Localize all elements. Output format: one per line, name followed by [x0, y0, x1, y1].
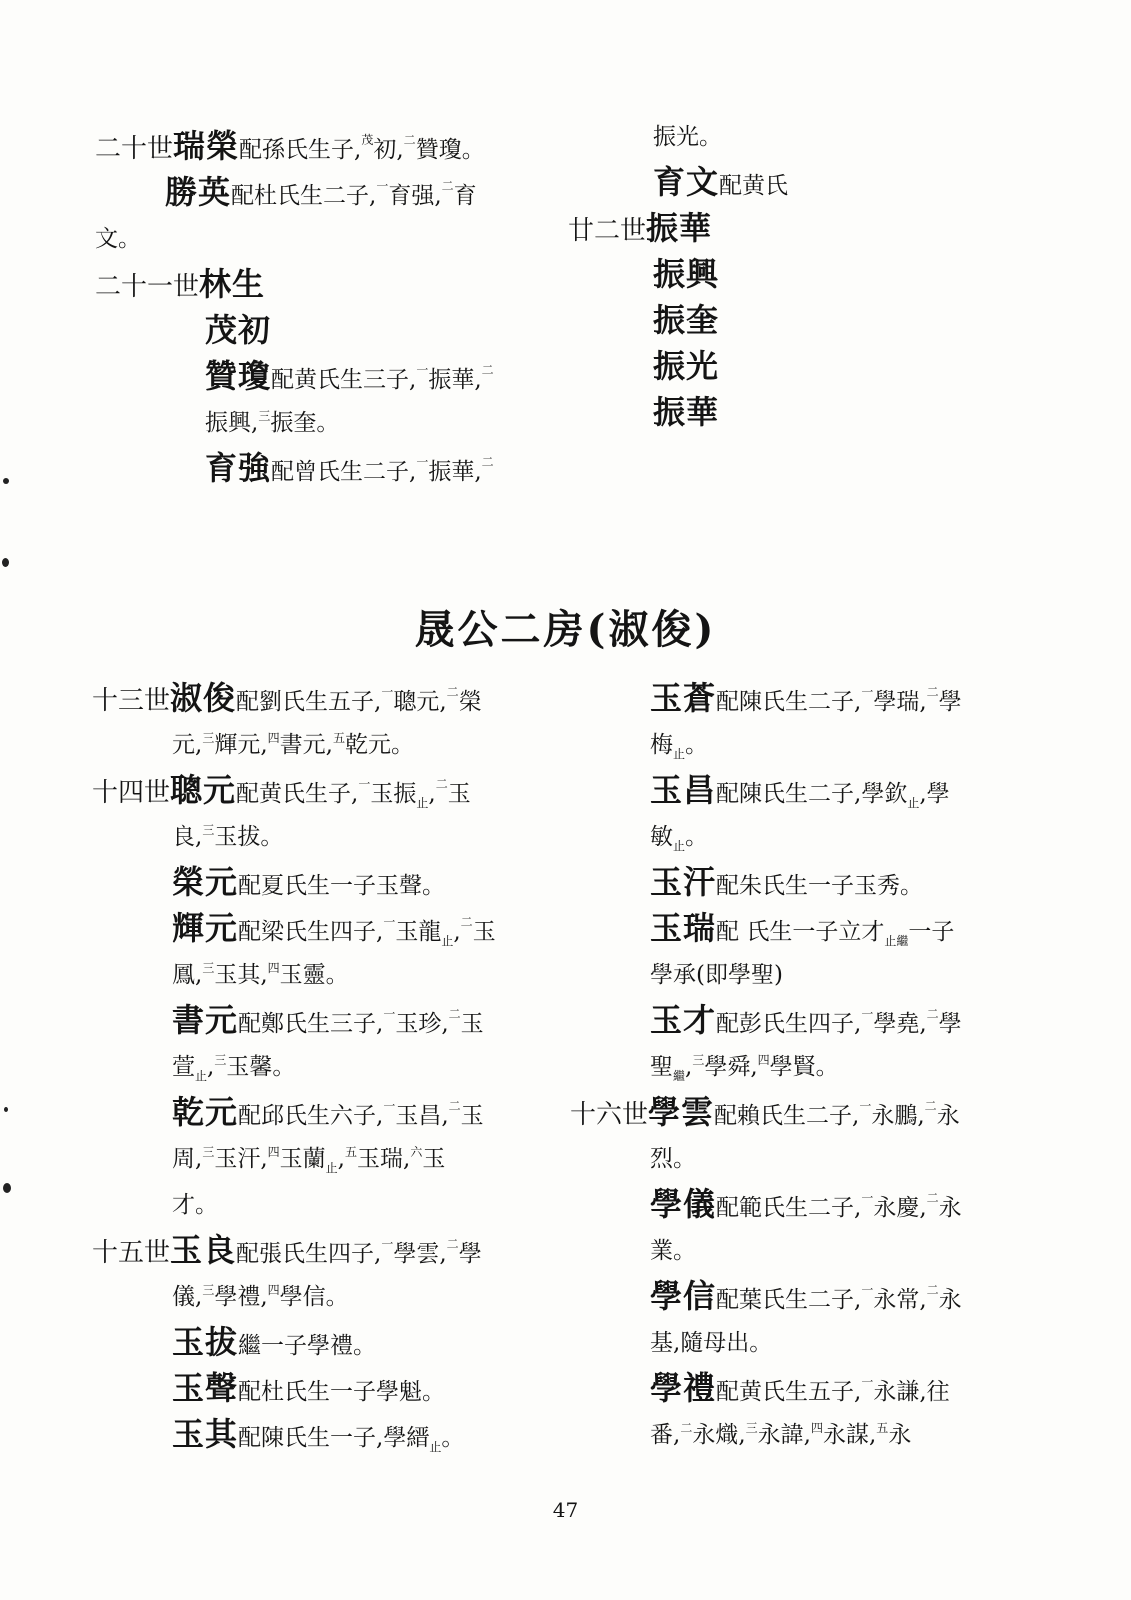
entry-text: 配黄氏 — [719, 173, 789, 199]
child-name: 玉靈。 — [279, 962, 349, 988]
ordinal-mark: 一 — [383, 1099, 396, 1113]
child-name: 永 — [888, 1422, 912, 1448]
child-name: 學賢。 — [769, 1054, 839, 1080]
child-name: 永謙,往 — [873, 1379, 950, 1405]
entry-line — [568, 251, 1038, 297]
entry-text: 振興, — [205, 410, 259, 436]
ordinal-mark: 三 — [692, 1053, 705, 1067]
ordinal-mark: 一 — [861, 685, 874, 699]
entry-line — [570, 859, 1040, 905]
scan-speck — [2, 558, 9, 567]
ordinal-mark: 四 — [267, 1145, 280, 1159]
entry-text: 配邱氏生六子, — [238, 1103, 384, 1129]
ordinal-mark: 一 — [383, 915, 396, 929]
entry-line — [570, 813, 1040, 859]
entry-text: 烈。 — [650, 1146, 696, 1172]
person-name: 學信 — [650, 1277, 717, 1315]
entry-line — [92, 859, 562, 905]
entry-text: 配夏氏生一子玉聲。 — [238, 873, 446, 899]
entry-line — [570, 1135, 1040, 1181]
child-name: 玉瑞, — [357, 1146, 411, 1172]
child-name: 學瑞, — [873, 689, 927, 715]
child-name: 振奎。 — [270, 410, 340, 436]
entry-line — [568, 159, 1038, 205]
ordinal-mark: 一 — [861, 1191, 874, 1205]
generation-label: 十六世 — [570, 1100, 649, 1130]
entry-text: 萱 — [172, 1054, 195, 1080]
ordinal-mark: 五 — [344, 1145, 357, 1159]
ordinal-mark: 三 — [202, 823, 215, 837]
child-name: 振華, — [428, 459, 482, 485]
child-name: 永慶, — [873, 1195, 927, 1221]
entry-line — [568, 205, 1038, 251]
entry-line — [92, 951, 562, 997]
child-name: 玉珍, — [395, 1011, 449, 1037]
entry-line — [570, 1319, 1040, 1365]
entry-line — [92, 675, 562, 721]
entry-line — [92, 813, 562, 859]
ordinal-mark: 一 — [381, 1237, 394, 1251]
entry-line — [92, 1411, 562, 1457]
entry-line — [95, 445, 565, 491]
child-name: 乾元。 — [344, 732, 414, 758]
child-name: 永常, — [873, 1287, 927, 1313]
person-name: 學雲 — [648, 1093, 715, 1131]
child-name: ,學 — [919, 781, 950, 807]
ordinal-mark: 二 — [481, 363, 494, 377]
entry-line — [92, 1227, 562, 1273]
child-name: 育 — [453, 183, 477, 209]
child-name: 學禮, — [214, 1284, 268, 1310]
entry-text: 配 氏生一子立才 — [716, 919, 885, 945]
ordinal-mark: 一 — [381, 685, 394, 699]
ordinal-mark: 五 — [876, 1421, 889, 1435]
page-number: 47 — [552, 1498, 579, 1522]
entry-line — [95, 307, 565, 353]
ordinal-mark: 二 — [446, 685, 459, 699]
ordinal-mark: 二 — [926, 1283, 939, 1297]
person-name: 振光 — [653, 347, 720, 385]
ordinal-mark: 四 — [267, 731, 280, 745]
entry-line — [570, 1273, 1040, 1319]
entry-text: 配杜氏生二子, — [231, 183, 377, 209]
entry-line — [570, 1411, 1040, 1457]
entry-line — [92, 905, 562, 951]
entry-line — [570, 675, 1040, 721]
terminal-mark: 止 — [673, 747, 686, 761]
entry-line — [95, 123, 565, 169]
person-name: 振興 — [653, 255, 720, 293]
scan-speck — [4, 1107, 8, 1112]
ordinal-mark: 三 — [202, 1145, 215, 1159]
ordinal-mark: 三 — [202, 961, 215, 975]
entry-line — [92, 1135, 562, 1181]
entry-line — [570, 951, 1040, 997]
person-name: 玉良 — [170, 1231, 237, 1269]
top-right-column — [568, 113, 1038, 435]
child-name: 書元, — [279, 732, 333, 758]
entry-line — [92, 1319, 562, 1365]
ordinal-mark: 二 — [924, 1099, 937, 1113]
entry-line — [95, 169, 565, 215]
person-name: 玉才 — [650, 1001, 717, 1039]
entry-text: 配陳氏生二子, — [716, 689, 862, 715]
ordinal-mark: 二 — [403, 133, 416, 147]
ordinal-mark: 二 — [926, 1007, 939, 1021]
child-name: 輝元, — [214, 732, 268, 758]
generation-label: 十四世 — [92, 778, 171, 808]
entry-line — [570, 767, 1040, 813]
entry-line — [568, 113, 1038, 159]
entry-line — [92, 721, 562, 767]
entry-text: 聖 — [650, 1054, 673, 1080]
entry-line — [92, 1273, 562, 1319]
entry-line — [570, 1089, 1040, 1135]
scan-speck — [3, 1183, 11, 1193]
terminal-mark: 繼 — [673, 1069, 686, 1083]
child-name: 永 — [938, 1195, 962, 1221]
ordinal-mark: 四 — [267, 961, 280, 975]
entry-text: 配劉氏生五子, — [236, 689, 382, 715]
ordinal-mark: 二 — [446, 1237, 459, 1251]
entry-line — [95, 353, 565, 399]
child-name: 振華, — [428, 367, 482, 393]
entry-text: 業。 — [650, 1238, 696, 1264]
entry-text: 配範氏生二子, — [716, 1195, 862, 1221]
entry-line — [570, 1181, 1040, 1227]
child-name: 榮 — [458, 689, 482, 715]
ordinal-mark: 二 — [448, 1099, 461, 1113]
entry-text: 配黄氏生五子, — [716, 1379, 862, 1405]
terminal-mark: 止 — [195, 1069, 208, 1083]
person-name: 聰元 — [170, 771, 237, 809]
entry-text: 鳳, — [172, 962, 203, 988]
child-name: 永熾, — [692, 1422, 746, 1448]
entry-text: 敏 — [650, 824, 673, 850]
entry-text: 文。 — [95, 226, 141, 252]
generation-label: 二十世 — [95, 134, 174, 164]
entry-text: 學承(即學聖) — [650, 962, 783, 988]
entry-text: 配黄氏生三子, — [271, 367, 417, 393]
entry-text: 才。 — [172, 1192, 218, 1218]
terminal-mark: 止 — [429, 1440, 442, 1454]
person-name: 林生 — [199, 265, 266, 303]
child-name: 學信。 — [279, 1284, 349, 1310]
child-name: 玉昌, — [395, 1103, 449, 1129]
entry-line — [570, 721, 1040, 767]
terminal-mark: 止 — [441, 934, 454, 948]
entry-text: 繼一子學禮。 — [238, 1333, 377, 1359]
entry-text: 配朱氏生一子玉秀。 — [716, 873, 924, 899]
ordinal-mark: 二 — [441, 179, 454, 193]
person-name: 玉昌 — [650, 771, 717, 809]
person-name: 育強 — [205, 449, 272, 487]
child-name: 永諱, — [757, 1422, 811, 1448]
child-name: 玉蘭 — [279, 1146, 326, 1172]
ordinal-mark: 一 — [416, 363, 429, 377]
ordinal-mark: 一 — [358, 777, 371, 791]
bottom-left-column — [92, 675, 562, 1457]
ordinal-mark: 六 — [410, 1145, 423, 1159]
top-left-column — [95, 123, 565, 491]
bottom-right-column — [570, 675, 1040, 1457]
entry-line — [95, 261, 565, 307]
ordinal-mark: 四 — [267, 1283, 280, 1297]
entry-line — [95, 215, 565, 261]
child-name: , — [207, 1054, 215, 1080]
person-name: 瑞榮 — [173, 127, 240, 165]
child-name: 玉龍 — [395, 919, 442, 945]
generation-label: 二十一世 — [95, 272, 200, 302]
terminal-mark: 止繼 — [884, 934, 909, 948]
ordinal-mark: 四 — [757, 1053, 770, 1067]
child-name: 育强, — [388, 183, 442, 209]
ordinal-mark: 一 — [859, 1099, 872, 1113]
entry-text: 配黄氏生子, — [236, 781, 359, 807]
entry-text: 配陳氏生一子,學縉 — [238, 1425, 430, 1451]
entry-text: 梅 — [650, 732, 673, 758]
child-name: 初, — [373, 137, 404, 163]
terminal-mark: 止 — [416, 796, 429, 810]
ordinal-mark: 二 — [926, 1191, 939, 1205]
entry-text: 配曾氏生二子, — [271, 459, 417, 485]
child-name: 聰元, — [393, 689, 447, 715]
generation-label: 十三世 — [92, 686, 171, 716]
child-name: 學 — [458, 1241, 482, 1267]
entry-line — [570, 1365, 1040, 1411]
person-name: 玉蒼 — [650, 679, 717, 717]
scan-speck — [3, 478, 9, 484]
child-name: 。 — [685, 732, 709, 758]
child-name: 玉 — [460, 1103, 484, 1129]
ordinal-mark: 茂 — [361, 133, 374, 147]
child-name: 玉拔。 — [214, 824, 284, 850]
person-name: 榮元 — [172, 863, 239, 901]
ordinal-mark: 四 — [810, 1421, 823, 1435]
person-name: 玉聲 — [172, 1369, 239, 1407]
person-name: 玉拔 — [172, 1323, 239, 1361]
ordinal-mark: 一 — [861, 1007, 874, 1021]
person-name: 學禮 — [650, 1369, 717, 1407]
person-name: 振華 — [653, 393, 720, 431]
child-name: 學雲, — [393, 1241, 447, 1267]
child-name: , — [453, 919, 461, 945]
ordinal-mark: 三 — [258, 409, 271, 423]
child-name: 玉其, — [214, 962, 268, 988]
child-name: 一子 — [908, 919, 955, 945]
person-name: 振奎 — [653, 301, 720, 339]
child-name: , — [428, 781, 436, 807]
ordinal-mark: 一 — [861, 1283, 874, 1297]
ordinal-mark: 一 — [416, 455, 429, 469]
entry-text: 配鄭氏生三子, — [238, 1011, 384, 1037]
child-name: 玉 — [422, 1146, 446, 1172]
person-name: 玉汗 — [650, 863, 717, 901]
child-name: , — [337, 1146, 345, 1172]
entry-text: 周, — [172, 1146, 203, 1172]
ordinal-mark: 二 — [680, 1421, 693, 1435]
child-name: 學 — [938, 689, 962, 715]
entry-text: 儀, — [172, 1284, 203, 1310]
ordinal-mark: 五 — [332, 731, 345, 745]
entry-line — [92, 767, 562, 813]
child-name: 學堯, — [873, 1011, 927, 1037]
person-name: 育文 — [653, 163, 720, 201]
child-name: 學舜, — [704, 1054, 758, 1080]
person-name: 乾元 — [172, 1093, 239, 1131]
ordinal-mark: 二 — [448, 1007, 461, 1021]
child-name: 玉振 — [370, 781, 417, 807]
ordinal-mark: 一 — [376, 179, 389, 193]
entry-text: 基,隨母出。 — [650, 1330, 773, 1356]
entry-text: 振光。 — [653, 124, 722, 150]
entry-text: 良, — [172, 824, 203, 850]
ordinal-mark: 三 — [202, 1283, 215, 1297]
entry-line — [570, 905, 1040, 951]
child-name: 學 — [938, 1011, 962, 1037]
person-name: 玉其 — [172, 1415, 239, 1453]
entry-line — [92, 1043, 562, 1089]
entry-line — [568, 343, 1038, 389]
person-name: 贊瓊 — [205, 357, 272, 395]
person-name: 淑俊 — [170, 679, 237, 717]
section-title: 晟公二房(淑俊) — [414, 606, 717, 653]
child-name: , — [685, 1054, 693, 1080]
person-name: 輝元 — [172, 909, 239, 947]
ordinal-mark: 二 — [435, 777, 448, 791]
entry-text: 配賴氏生二子, — [714, 1103, 860, 1129]
entry-line — [570, 997, 1040, 1043]
person-name: 學儀 — [650, 1185, 717, 1223]
entry-text: 配張氏生四子, — [236, 1241, 382, 1267]
child-name: 永鵬, — [871, 1103, 925, 1129]
child-name: 玉汗, — [214, 1146, 268, 1172]
entry-line — [92, 997, 562, 1043]
child-name: 玉 — [472, 919, 496, 945]
entry-text: 配陳氏生二子,學欽 — [716, 781, 908, 807]
ordinal-mark: 三 — [745, 1421, 758, 1435]
entry-line — [95, 399, 565, 445]
child-name: 。 — [441, 1425, 465, 1451]
entry-text: 配葉氏生二子, — [716, 1287, 862, 1313]
terminal-mark: 止 — [907, 796, 920, 810]
generation-label: 廿二世 — [568, 216, 647, 246]
entry-line — [570, 1227, 1040, 1273]
entry-text: 元, — [172, 732, 203, 758]
terminal-mark: 止 — [325, 1161, 338, 1175]
person-name: 玉瑞 — [650, 909, 717, 947]
entry-text: 配彭氏生四子, — [716, 1011, 862, 1037]
child-name: 玉 — [460, 1011, 484, 1037]
person-name: 書元 — [172, 1001, 239, 1039]
child-name: 贊瓊。 — [415, 137, 485, 163]
ordinal-mark: 二 — [926, 685, 939, 699]
ordinal-mark: 三 — [202, 731, 215, 745]
entry-line — [92, 1089, 562, 1135]
ordinal-mark: 一 — [383, 1007, 396, 1021]
person-name: 振華 — [646, 209, 713, 247]
child-name: 玉 — [447, 781, 471, 807]
ordinal-mark: 一 — [861, 1375, 874, 1389]
person-name: 茂初 — [205, 311, 272, 349]
ordinal-mark: 三 — [214, 1053, 227, 1067]
terminal-mark: 止 — [673, 839, 686, 853]
entry-line — [92, 1365, 562, 1411]
child-name: 。 — [685, 824, 709, 850]
child-name: 永 — [938, 1287, 962, 1313]
ordinal-mark: 二 — [481, 455, 494, 469]
entry-line — [568, 297, 1038, 343]
entry-text: 配孫氏生子, — [239, 137, 362, 163]
child-name: 永謀, — [822, 1422, 877, 1448]
child-name: 玉馨。 — [226, 1054, 296, 1080]
entry-text: 番, — [650, 1422, 681, 1448]
entry-text: 配梁氏生四子, — [238, 919, 384, 945]
ordinal-mark: 二 — [460, 915, 473, 929]
generation-label: 十五世 — [92, 1238, 171, 1268]
child-name: 永 — [936, 1103, 960, 1129]
entry-line — [568, 389, 1038, 435]
entry-text: 配杜氏生一子學魁。 — [238, 1379, 446, 1405]
entry-line — [92, 1181, 562, 1227]
person-name: 勝英 — [165, 173, 232, 211]
entry-line — [570, 1043, 1040, 1089]
